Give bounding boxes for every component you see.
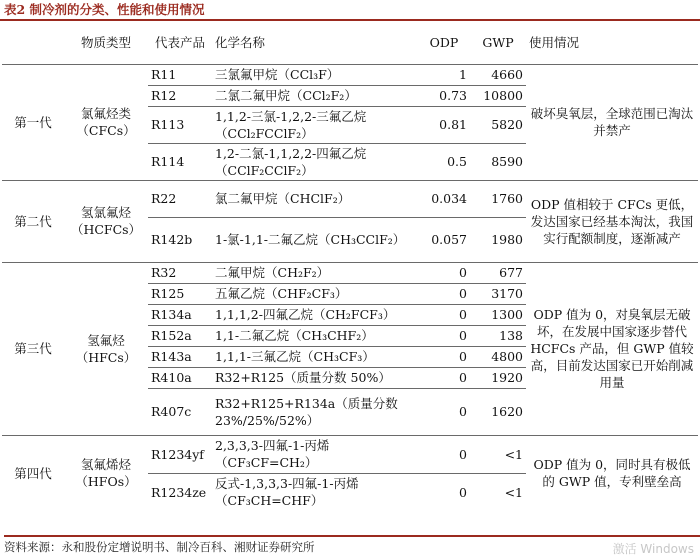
generation-cell: 第四代 <box>2 435 64 511</box>
chemical-name-cell: R32+R125（质量分数 50%） <box>212 367 418 388</box>
table-row <box>2 64 698 85</box>
odp-cell: 0 <box>418 283 470 304</box>
product-code-cell: R410a <box>148 367 212 388</box>
header-product: 代表产品 <box>154 34 205 50</box>
product-code-cell: R152a <box>148 325 212 346</box>
chemical-name-cell: 氯二氟甲烷（CHClF₂） <box>212 180 418 217</box>
product-code-cell: R134a <box>148 304 212 325</box>
chemical-name-cell: 1,1,1-三氟乙烷（CH₃CF₃） <box>212 346 418 367</box>
chemical-name-cell: 二氯二氟甲烷（CCl₂F₂） <box>212 85 418 106</box>
substance-type-cell: 氢氟烃（HFCs） <box>64 262 148 435</box>
substance-type-cell: 氢氟烯烃（HFOs） <box>64 435 148 511</box>
gwp-cell: 5820 <box>470 106 526 143</box>
usage-cell: ODP 值为 0，同时具有极低的 GWP 值，专利壁垒高 <box>526 435 698 511</box>
gwp-cell: 4800 <box>470 346 526 367</box>
odp-cell: 0.5 <box>418 143 470 180</box>
header-row <box>2 21 698 64</box>
product-code-cell: R22 <box>148 180 212 217</box>
substance-type-cell: 氯氟烃类（CFCs） <box>64 64 148 180</box>
odp-cell: 0.73 <box>418 85 470 106</box>
product-code-cell: R1234yf <box>148 435 212 473</box>
gwp-cell: 138 <box>470 325 526 346</box>
product-code-cell: R407c <box>148 388 212 435</box>
product-code-cell: R143a <box>148 346 212 367</box>
usage-cell: ODP 值为 0，对臭氧层无破坏，在发展中国家逐步替代 HCFCs 产品，但 GWP 值较高，目前发达国家已开始削减用量 <box>526 262 698 435</box>
refrigerant-table <box>2 21 698 511</box>
odp-cell: 0 <box>418 325 470 346</box>
gwp-cell: 1920 <box>470 367 526 388</box>
table-row <box>2 180 698 217</box>
odp-cell: 0.057 <box>418 217 470 262</box>
product-code-cell: R114 <box>148 143 212 180</box>
chemical-name-cell: 1,1,1,2-四氟乙烷（CH₂FCF₃） <box>212 304 418 325</box>
usage-cell: ODP 值相较于 CFCs 更低，发达国家已经基本淘汰，我国实行配额制度，逐渐减产 <box>526 180 698 262</box>
header-usage: 使用情况 <box>529 34 580 50</box>
table-row <box>2 262 698 283</box>
generation-cell: 第一代 <box>2 64 64 180</box>
product-code-cell: R32 <box>148 262 212 283</box>
chemical-name-cell: 二氟甲烷（CH₂F₂） <box>212 262 418 283</box>
header-generation <box>2 21 64 64</box>
product-code-cell: R1234ze <box>148 473 212 511</box>
gwp-cell: 10800 <box>470 85 526 106</box>
product-code-cell: R12 <box>148 85 212 106</box>
odp-cell: 0.034 <box>418 180 470 217</box>
chemical-name-cell: 1,1-二氟乙烷（CH₃CHF₂） <box>212 325 418 346</box>
odp-cell: 0 <box>418 367 470 388</box>
header-substance-type: 物质类型 <box>80 34 131 50</box>
gwp-cell: 1980 <box>470 217 526 262</box>
odp-cell: 0 <box>418 435 470 473</box>
product-code-cell: R113 <box>148 106 212 143</box>
source-note: 资料来源：永和股份定增说明书、制冷百科、湘财证券研究所 <box>4 535 700 559</box>
header-chemical-name: 化学名称 <box>215 34 266 50</box>
gwp-cell: 4660 <box>470 64 526 85</box>
gwp-cell: <1 <box>470 435 526 473</box>
gwp-cell: 3170 <box>470 283 526 304</box>
chemical-name-cell: 反式-1,3,3,3-四氟-1-丙烯（CF₃CH=CHF） <box>212 473 418 511</box>
chemical-name-cell: 1-氯-1,1-二氟乙烷（CH₃CClF₂） <box>212 217 418 262</box>
odp-cell: 0 <box>418 473 470 511</box>
chemical-name-cell: R32+R125+R134a（质量分数 23%/25%/52%） <box>212 388 418 435</box>
chemical-name-cell: 1,2-二氯-1,1,2,2-四氟乙烷（CClF₂CClF₂） <box>212 143 418 180</box>
header-odp: ODP <box>429 34 459 50</box>
table-caption: 表2 制冷剂的分类、性能和使用情况 <box>4 2 205 17</box>
product-code-cell: R142b <box>148 217 212 262</box>
product-code-cell: R125 <box>148 283 212 304</box>
windows-watermark: 激活 Windows <box>612 542 694 556</box>
gwp-cell: 1760 <box>470 180 526 217</box>
product-code-cell: R11 <box>148 64 212 85</box>
table-row <box>2 435 698 473</box>
chemical-name-cell: 1,1,2-三氯-1,2,2-三氟乙烷（CCl₂FCClF₂） <box>212 106 418 143</box>
odp-cell: 0.81 <box>418 106 470 143</box>
gwp-cell: 1620 <box>470 388 526 435</box>
odp-cell: 0 <box>418 304 470 325</box>
substance-type-cell: 氢氯氟烃（HCFCs） <box>64 180 148 262</box>
chemical-name-cell: 2,3,3,3-四氟-1-丙烯（CF₃CF=CH₂） <box>212 435 418 473</box>
odp-cell: 1 <box>418 64 470 85</box>
odp-cell: 0 <box>418 388 470 435</box>
generation-cell: 第二代 <box>2 180 64 262</box>
gwp-cell: 8590 <box>470 143 526 180</box>
header-gwp: GWP <box>482 34 514 50</box>
chemical-name-cell: 五氟乙烷（CHF₂CF₃） <box>212 283 418 304</box>
odp-cell: 0 <box>418 346 470 367</box>
gwp-cell: 1300 <box>470 304 526 325</box>
chemical-name-cell: 三氯氟甲烷（CCl₃F） <box>212 64 418 85</box>
gwp-cell: <1 <box>470 473 526 511</box>
gwp-cell: 677 <box>470 262 526 283</box>
generation-cell: 第三代 <box>2 262 64 435</box>
usage-cell: 破坏臭氧层，全球范围已淘汰并禁产 <box>526 64 698 180</box>
odp-cell: 0 <box>418 262 470 283</box>
